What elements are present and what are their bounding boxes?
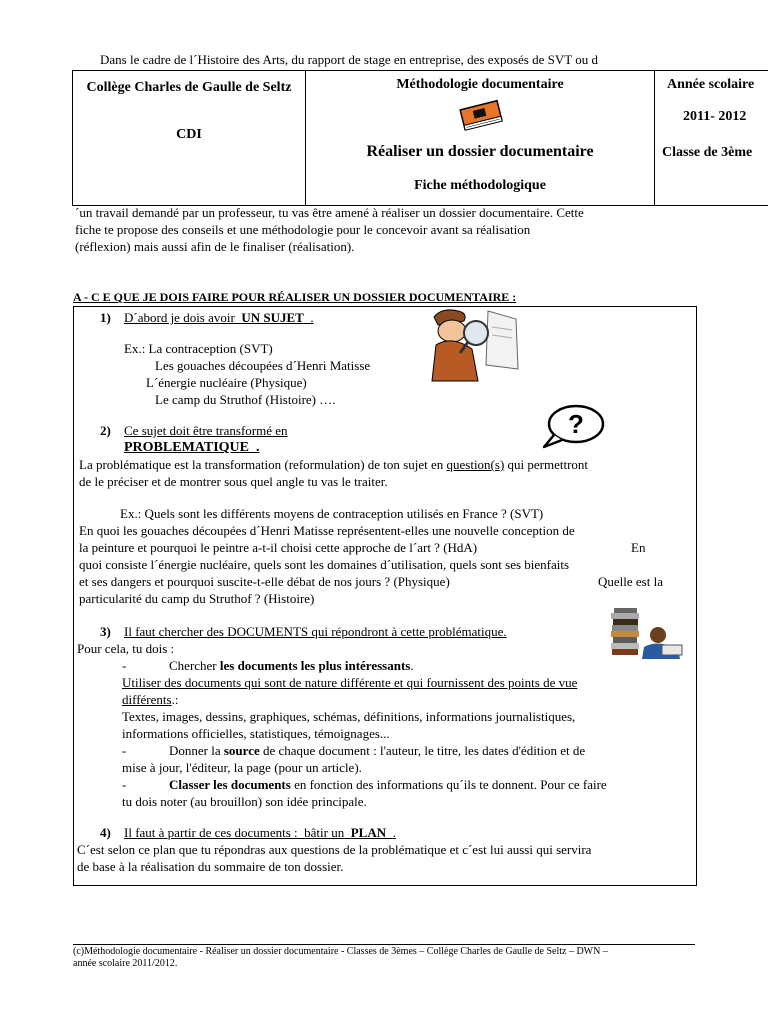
footer bbox=[73, 946, 698, 970]
footer-divider bbox=[73, 944, 695, 945]
step-1-example-3: L´énergie nucléaire (Physique) bbox=[146, 375, 307, 390]
bullet-2: Donner la source de chaque document : l'auteur, le titre, les dates d'édition et de bbox=[169, 743, 586, 758]
book-icon bbox=[456, 97, 506, 133]
intro-paragraph bbox=[75, 204, 715, 255]
step-4-heading: Il faut à partir de ces documents : bâtir un PLAN . bbox=[124, 825, 396, 840]
step-2-number: 2) bbox=[100, 423, 111, 438]
step-1-bold: UN SUJET bbox=[241, 310, 304, 325]
step-2-para-2: de le préciser et de montrer sous quel angle tu vas le traiter. bbox=[79, 474, 388, 489]
footer-line-2: année scolaire 2011/2012. bbox=[73, 958, 178, 969]
header-table bbox=[72, 70, 768, 206]
document-subtitle: Fiche méthodologique bbox=[414, 178, 546, 193]
section-a-heading: A - C E QUE JE DOIS FAIRE POUR RÉALISER UN DOSSIER DOCUMENTAIRE : bbox=[73, 290, 517, 304]
use-documents-line-1: Utiliser des documents qui sont de nature différente et qui fournissent des points de vue bbox=[122, 675, 578, 690]
document-types-1: Textes, images, dessins, graphiques, schémas, définitions, informations journalistiques, bbox=[122, 709, 576, 724]
detective-icon bbox=[428, 305, 528, 385]
step-2-para-1: La problématique est la transformation (reformulation) de ton sujet en question(s) qui permettront bbox=[79, 457, 589, 472]
step-2-heading: Ce sujet doit être transformé en bbox=[124, 423, 288, 438]
document-title: Réaliser un dossier documentaire bbox=[366, 143, 594, 160]
footer-line-1: (c)Méthodologie documentaire - Réaliser un dossier documentaire - Classes de 3èmes – Collège Charles de Gaulle de Seltz – DWN – bbox=[73, 946, 608, 957]
step-2-example-2: En quoi les gouaches découpées d´Henri Matisse représentent-elles une nouvelle conception de bbox=[79, 523, 575, 538]
school-year: 2011- 2012 bbox=[683, 109, 747, 124]
header-school-cell bbox=[73, 71, 306, 205]
svg-text:?: ? bbox=[568, 409, 584, 439]
header-title-cell bbox=[306, 71, 655, 205]
step-4-bold: PLAN bbox=[350, 825, 387, 840]
school-name: Collège Charles de Gaulle de Seltz bbox=[86, 80, 292, 95]
step-4-para-2: de base à la réalisation du sommaire de ton dossier. bbox=[77, 859, 344, 874]
step-1-example-1: Ex.: La contraception (SVT) bbox=[124, 341, 273, 356]
header-year-cell bbox=[655, 71, 768, 205]
bullet-2-dash: - bbox=[122, 743, 127, 758]
step-4-para-1: C´est selon ce plan que tu répondras aux questions de la problématique et c´est lui aussi qui servira bbox=[77, 842, 592, 857]
intro-line-1: ´un travail demandé par un professeur, tu vas être amené à réaliser un dossier documentaire. Cette bbox=[75, 205, 584, 220]
bullet-3-dash: - bbox=[122, 777, 127, 792]
step-2-example-6: particularité du camp du Struthof ? (Histoire) bbox=[79, 591, 315, 606]
document-types-2: informations officielles, statistiques, témoignages... bbox=[122, 726, 390, 741]
bullet-1: Chercher les documents les plus intéressants. bbox=[169, 658, 414, 673]
intro-top-line: Dans le cadre de l´Histoire des Arts, du rapport de stage en entreprise, des exposés de SVT ou d bbox=[100, 52, 598, 67]
step-2-bold: PROBLEMATIQUE . bbox=[124, 440, 260, 455]
bullet-1-dash: - bbox=[122, 658, 127, 673]
use-documents-line-2: différents.: bbox=[122, 692, 179, 707]
question-bubble-icon bbox=[540, 403, 606, 451]
class-label: Classe de 3ème bbox=[662, 145, 753, 160]
step-2-example-5: et ses dangers et pourquoi suscite-t-elle débat de nos jours ? (Physique) bbox=[79, 574, 450, 589]
step-2-example-3: la peinture et pourquoi le peintre a-t-il choisi cette approche de l´art ? (HdA) bbox=[79, 540, 478, 555]
cdi-label: CDI bbox=[176, 127, 202, 142]
intro-line-2: fiche te propose des conseils et une méthodologie pour le concevoir avant sa réalisation bbox=[75, 222, 531, 237]
step-3-number: 3) bbox=[100, 624, 111, 639]
bullet-3: Classer les documents en fonction des informations qu´ils te donnent. Pour ce faire bbox=[169, 777, 607, 792]
step-4-number: 4) bbox=[100, 825, 111, 840]
steps-box bbox=[73, 306, 697, 886]
step-2-example-5-end: Quelle est la bbox=[598, 574, 663, 589]
year-label: Année scolaire bbox=[667, 77, 755, 92]
step-1-heading: D´abord je dois avoir UN SUJET . bbox=[124, 310, 314, 325]
step-2-example-3-end: En bbox=[631, 540, 646, 555]
step-1-example-2: Les gouaches découpées d´Henri Matisse bbox=[155, 358, 371, 373]
reader-books-icon bbox=[608, 605, 688, 661]
subject-label: Méthodologie documentaire bbox=[396, 77, 564, 92]
bullet-3-continued: tu dois noter (au brouillon) son idée principale. bbox=[122, 794, 367, 809]
step-3-heading: Il faut chercher des DOCUMENTS qui répondront à cette problématique. bbox=[124, 624, 507, 639]
intro-line-3: (réflexion) mais aussi afin de le finaliser (réalisation). bbox=[75, 239, 355, 254]
step-2-example-4: quoi consiste l´énergie nucléaire, quels sont les domaines d´utilisation, quels sont ses bienfaits bbox=[79, 557, 570, 572]
step-1-number: 1) bbox=[100, 310, 111, 325]
step-1-example-4: Le camp du Struthof (Histoire) …. bbox=[155, 392, 336, 407]
step-2-example-1: Ex.: Quels sont les différents moyens de contraception utilisés en France ? (SVT) bbox=[120, 506, 544, 521]
questions-term: question(s) bbox=[446, 457, 505, 472]
step-3-intro: Pour cela, tu dois : bbox=[77, 641, 175, 656]
bullet-2-continued: mise à jour, l'éditeur, la page (pour un article). bbox=[122, 760, 362, 775]
